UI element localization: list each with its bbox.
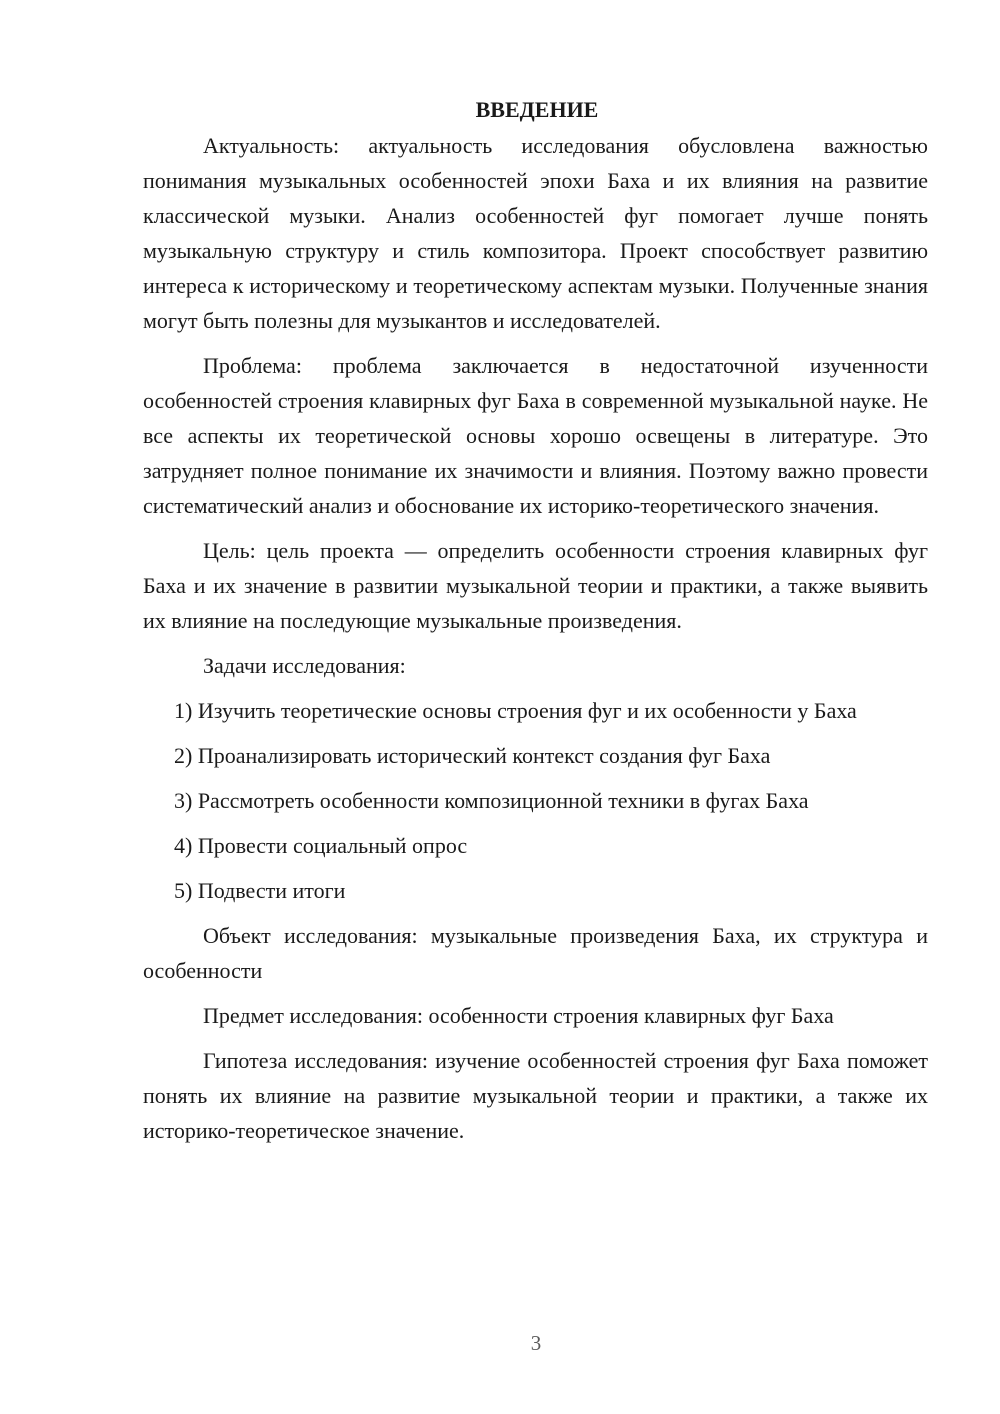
relevance-paragraph: Актуальность: актуальность исследования обусловлена важностью понимания музыкальных особенностей эпохи Баха и их влияния на развитие классической музыки. Анализ особенностей фуг помогает лучше понять музыкальную структуру и стиль композитора. Проект способствует развитию интереса к историческому и теоретическому аспектам музыки. Полученные знания могут быть полезны для музыкантов и исследователей. — [143, 133, 928, 333]
hypothesis-paragraph: Гипотеза исследования: изучение особенностей строения фуг Баха поможет понять их влияние на развитие музыкальной теории и практики, а также их историко-теоретическое значение. — [143, 1048, 928, 1143]
problem-paragraph: Проблема: проблема заключается в недостаточной изученности особенностей строения клавирных фуг Баха в современной музыкальной науке. Не все аспекты их теоретической основы хорошо освещены в литературе. Это затрудняет полное понимание их значимости и влияния. Поэтому важно провести систематический анализ и обоснование их историко-теоретического значения. — [143, 353, 928, 518]
tasks-heading: Задачи исследования: — [203, 653, 406, 678]
list-item: 3) Рассмотреть особенности композиционной техники в фугах Баха — [174, 788, 809, 813]
subject-paragraph: Предмет исследования: особенности строения клавирных фуг Баха — [203, 1003, 834, 1028]
page-title: ВВЕДЕНИЕ — [475, 97, 599, 122]
page-number: 3 — [530, 1331, 542, 1355]
goal-paragraph: Цель: цель проекта — определить особенности строения клавирных фуг Баха и их значение в развитии музыкальной теории и практики, а также выявить их влияние на последующие музыкальные произведения. — [143, 538, 928, 633]
list-item: 4) Провести социальный опрос — [174, 833, 468, 858]
list-item: 5) Подвести итоги — [174, 878, 346, 903]
list-item: 2) Проанализировать исторический контекст создания фуг Баха — [174, 743, 771, 768]
object-paragraph: Объект исследования: музыкальные произведения Баха, их структура и особенности — [143, 923, 928, 983]
page-content — [143, 92, 928, 1158]
list-item: 1) Изучить теоретические основы строения фуг и их особенности у Баха — [174, 698, 857, 723]
tasks-list — [143, 693, 928, 908]
